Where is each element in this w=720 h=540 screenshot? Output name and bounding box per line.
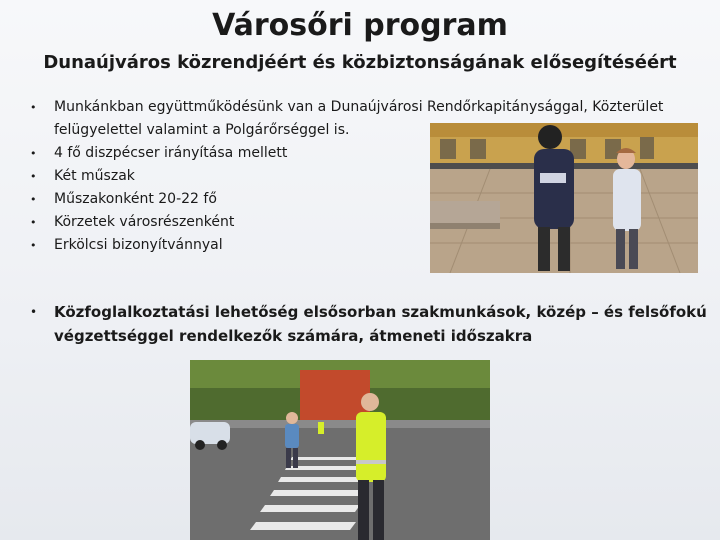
photo-guards-square-image xyxy=(430,123,698,273)
bullet-marker: • xyxy=(30,101,37,114)
photo-crosswalk-guard xyxy=(190,360,490,540)
bullet-item xyxy=(28,165,448,188)
photo-guards-square xyxy=(430,123,698,273)
slide-title: Városőri program xyxy=(212,8,508,43)
bullet-item xyxy=(28,234,448,257)
bullet-item xyxy=(28,142,448,165)
bullet-text: Munkánkban együttműködésünk van a Dunaújvárosi Rendőrkapitánysággal, Közterület felügyelettel valamint a Polgárőrséggel is. xyxy=(54,99,664,138)
bullet-marker: • xyxy=(30,170,37,183)
bullet-list xyxy=(28,96,664,257)
bullet-marker: • xyxy=(30,147,37,160)
photo-crosswalk-guard-image xyxy=(190,360,490,540)
bullet-marker: • xyxy=(30,305,38,319)
bullet-text: Két műszak xyxy=(54,168,135,184)
bullet-text: Műszakonként 20-22 fő xyxy=(54,191,217,207)
bullet-marker: • xyxy=(30,239,37,252)
main-bullet-text: Közfoglalkoztatási lehetőség elsősorban szakmunkások, közép – és felsőfokú végzettséggel rendelkezők számára, átmeneti időszakra xyxy=(54,303,707,345)
bullet-marker: • xyxy=(30,216,37,229)
slide-subtitle: Dunaújváros közrendjéért és közbiztonságának elősegítéséért xyxy=(43,52,677,73)
bullet-marker: • xyxy=(30,193,37,206)
main-bullet xyxy=(28,300,708,348)
bullet-text: 4 fő diszpécser irányítása mellett xyxy=(54,145,288,161)
bullet-item xyxy=(28,211,448,234)
bullet-text: Körzetek városrészenként xyxy=(54,214,235,230)
bullet-item xyxy=(28,188,448,211)
bullet-text: Erkölcsi bizonyítvánnyal xyxy=(54,237,223,253)
